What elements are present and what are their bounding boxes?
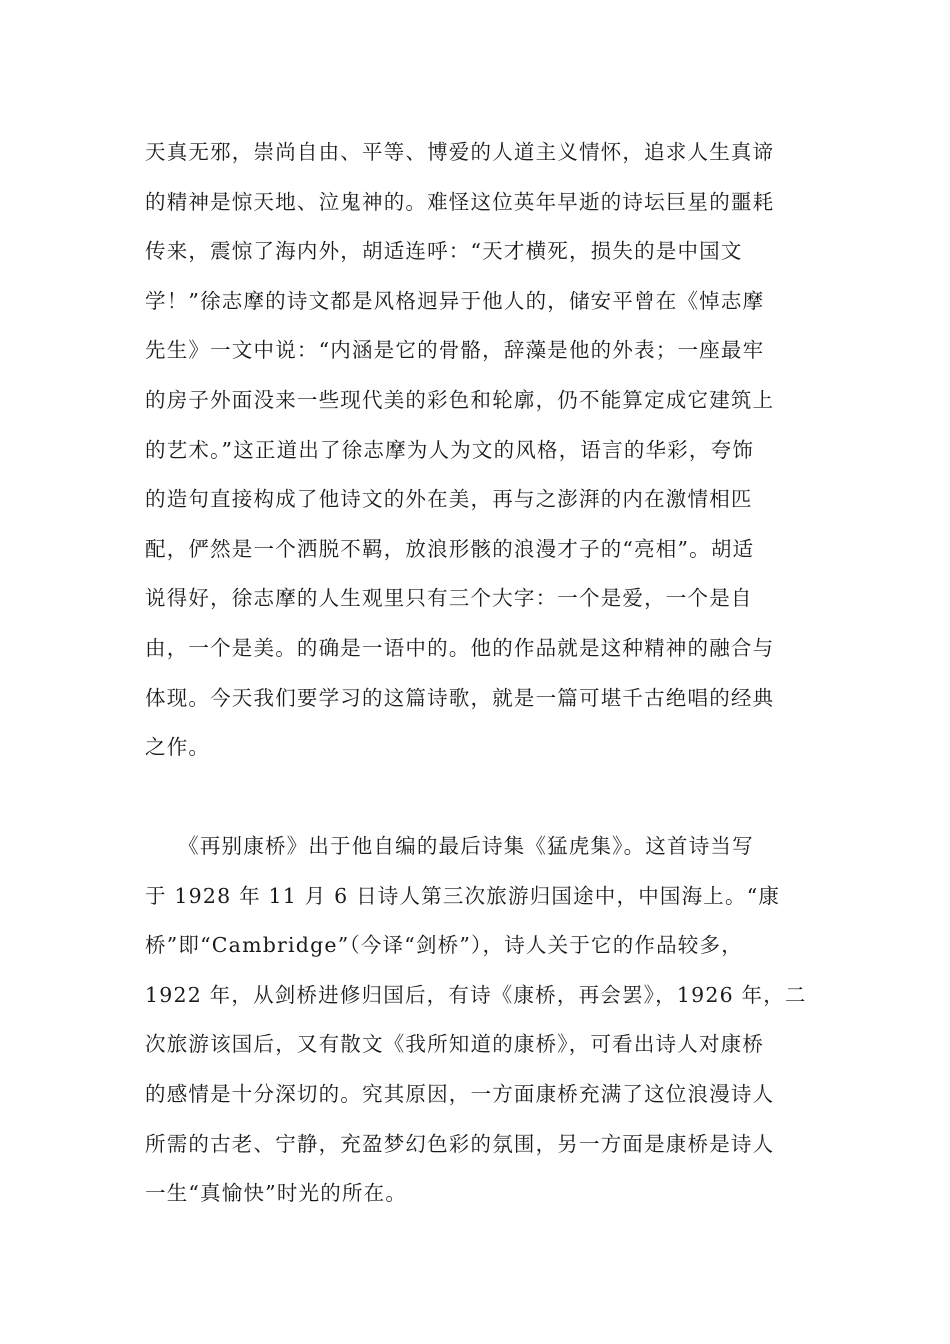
paragraph-line: 学！”徐志摩的诗文都是风格迥异于他人的，储安平曾在《悼志摩 bbox=[145, 288, 765, 313]
paragraph-line: 一生“真愉快”时光的所在。 bbox=[145, 1181, 408, 1206]
paragraph-line: 配，俨然是一个洒脱不羁，放浪形骸的浪漫才子的“亮相”。胡适 bbox=[145, 536, 755, 561]
paragraph-line: 次旅游该国后，又有散文《我所知道的康桥》，可看出诗人对康桥 bbox=[145, 1032, 765, 1057]
paragraph-line: 说得好，徐志摩的人生观里只有三个大字：一个是爱，一个是自 bbox=[145, 586, 753, 611]
paragraph-1 bbox=[145, 128, 825, 773]
paragraph-line: 天真无邪，崇尚自由、平等、博爱的人道主义情怀，追求人生真谛 bbox=[145, 140, 775, 164]
paragraph-line: 体现。今天我们要学习的这篇诗歌，就是一篇可堪千古绝唱的经典 bbox=[145, 685, 775, 710]
paragraph-2 bbox=[145, 822, 825, 1219]
paragraph-line: 的造句直接构成了他诗文的外在美，再与之澎湃的内在激情相匹 bbox=[145, 487, 753, 512]
paragraph-line: 桥”即“Cambridge”（今译“剑桥”），诗人关于它的作品较多， bbox=[145, 933, 743, 958]
paragraph-line: 先生》一文中说：“内涵是它的骨骼，辞藻是他的外表；一座最牢 bbox=[145, 338, 765, 363]
paragraph-line: 由，一个是美。的确是一语中的。他的作品就是这种精神的融合与 bbox=[145, 635, 775, 660]
paragraph-line: 1922 年，从剑桥进修归国后，有诗《康桥，再会罢》，1926 年，二 bbox=[145, 982, 807, 1007]
paragraph-line: 的艺术。”这正道出了徐志摩为人为文的风格，语言的华彩，夸饰 bbox=[145, 437, 755, 462]
paragraph-line: 的房子外面没来一些现代美的彩色和轮廓，仍不能算定成它建筑上 bbox=[145, 387, 775, 412]
paragraph-line: 的精神是惊天地、泣鬼神的。难怪这位英年早逝的诗坛巨星的噩耗 bbox=[145, 189, 775, 214]
paragraph-line: 于 1928 年 11 月 6 日诗人第三次旅游归国途中，中国海上。“康 bbox=[145, 883, 781, 908]
paragraph-line: 所需的古老、宁静，充盈梦幻色彩的氛围，另一方面是康桥是诗人 bbox=[145, 1131, 775, 1156]
paragraph-line: 的感情是十分深切的。究其原因，一方面康桥充满了这位浪漫诗人 bbox=[145, 1081, 775, 1106]
paragraph-line: 传来，震惊了海内外，胡适连呼：“天才横死，损失的是中国文 bbox=[145, 239, 743, 264]
paragraph-line: 《再别康桥》出于他自编的最后诗集《猛虎集》。这首诗当写 bbox=[145, 834, 754, 858]
paragraph-line: 之作。 bbox=[145, 735, 211, 760]
